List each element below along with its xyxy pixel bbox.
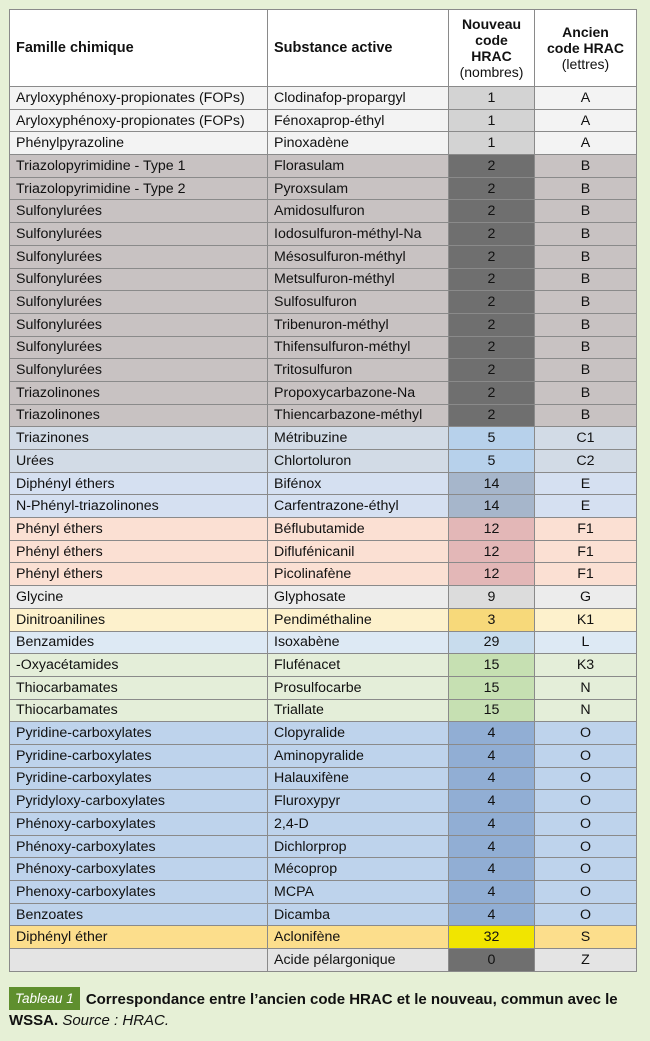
cell-famille: Triazinones [10,427,268,450]
cell-famille: Sulfonylurées [10,291,268,314]
table-row [10,177,637,200]
cell-substance: Flufénacet [268,654,449,677]
cell-old-code: G [535,586,637,609]
header-new-code-line: HRAC [471,48,512,64]
cell-substance: Propoxycarbazone-Na [268,381,449,404]
cell-old-code: N [535,676,637,699]
cell-old-code: A [535,87,637,110]
cell-substance: Isoxabène [268,631,449,654]
cell-famille: Phényl éthers [10,540,268,563]
header-old-code-line: code HRAC [546,40,624,56]
cell-famille [10,949,268,972]
cell-old-code: L [535,631,637,654]
cell-old-code: B [535,336,637,359]
cell-old-code: O [535,722,637,745]
cell-old-code: Z [535,949,637,972]
cell-famille: Phenoxy-carboxylates [10,881,268,904]
cell-old-code: B [535,200,637,223]
cell-substance: Mécoprop [268,858,449,881]
table-row [10,631,637,654]
cell-new-code: 2 [449,177,535,200]
table-row [10,450,637,473]
cell-new-code: 12 [449,540,535,563]
table-caption [9,987,629,1031]
cell-old-code: O [535,813,637,836]
cell-famille: Aryloxyphénoxy-propionates (FOPs) [10,109,268,132]
cell-new-code: 5 [449,450,535,473]
cell-new-code: 15 [449,676,535,699]
cell-substance: Aclonifène [268,926,449,949]
table-row [10,540,637,563]
cell-substance: Mésosulfuron-méthyl [268,245,449,268]
cell-substance: Halauxifène [268,767,449,790]
cell-old-code: B [535,155,637,178]
header-famille: Famille chimique [10,10,268,87]
header-substance: Substance active [268,10,449,87]
cell-famille: Diphényl éthers [10,472,268,495]
cell-substance: Tritosulfuron [268,359,449,382]
cell-famille: Sulfonylurées [10,245,268,268]
cell-substance: 2,4-D [268,813,449,836]
cell-new-code: 32 [449,926,535,949]
cell-new-code: 2 [449,200,535,223]
table-row [10,245,637,268]
hrac-table-container [9,9,636,972]
table-row [10,359,637,382]
cell-famille: Glycine [10,586,268,609]
cell-substance: Tribenuron-méthyl [268,313,449,336]
table-row [10,813,637,836]
caption-title: Correspondance entre l’ancien code HRAC et le nouveau, commun avec le WSSA. [9,991,618,1029]
cell-famille: Sulfonylurées [10,200,268,223]
caption-source: Source : HRAC. [58,1012,170,1029]
cell-new-code: 4 [449,722,535,745]
caption-badge: Tableau 1 [9,987,80,1010]
cell-substance: Fénoxaprop-éthyl [268,109,449,132]
cell-famille: Pyridyloxy-carboxylates [10,790,268,813]
cell-substance: Acide pélargonique [268,949,449,972]
table-body [10,87,637,972]
table-row [10,586,637,609]
cell-old-code: O [535,881,637,904]
table-row [10,722,637,745]
cell-substance: Dichlorprop [268,835,449,858]
cell-old-code: O [535,790,637,813]
header-old-code-line: Ancien [562,24,609,40]
cell-old-code: S [535,926,637,949]
cell-new-code: 2 [449,223,535,246]
cell-substance: Chlortoluron [268,450,449,473]
cell-substance: Prosulfocarbe [268,676,449,699]
header-new-code-line: code [475,32,508,48]
cell-new-code: 29 [449,631,535,654]
cell-old-code: B [535,313,637,336]
table-row [10,223,637,246]
cell-famille: Triazolopyrimidine - Type 1 [10,155,268,178]
table-row [10,155,637,178]
cell-famille: Triazolinones [10,381,268,404]
cell-famille: Benzamides [10,631,268,654]
cell-new-code: 5 [449,427,535,450]
cell-substance: Pendiméthaline [268,608,449,631]
table-row [10,336,637,359]
cell-famille: Sulfonylurées [10,313,268,336]
table-row [10,109,637,132]
cell-old-code: B [535,359,637,382]
cell-new-code: 15 [449,654,535,677]
cell-famille: Phényl éthers [10,518,268,541]
cell-famille: Phénoxy-carboxylates [10,858,268,881]
cell-old-code: B [535,268,637,291]
cell-old-code: B [535,223,637,246]
cell-old-code: O [535,903,637,926]
cell-old-code: O [535,858,637,881]
table-row [10,835,637,858]
table-row [10,495,637,518]
cell-old-code: B [535,245,637,268]
cell-substance: Béflubutamide [268,518,449,541]
table-row [10,858,637,881]
table-row [10,404,637,427]
cell-new-code: 4 [449,903,535,926]
cell-substance: Carfentrazone-éthyl [268,495,449,518]
cell-old-code: F1 [535,540,637,563]
cell-substance: Florasulam [268,155,449,178]
cell-substance: Glyphosate [268,586,449,609]
table-row [10,949,637,972]
cell-famille: Pyridine-carboxylates [10,767,268,790]
cell-old-code: B [535,291,637,314]
cell-substance: Iodosulfuron-méthyl-Na [268,223,449,246]
cell-substance: Bifénox [268,472,449,495]
cell-substance: Fluroxypyr [268,790,449,813]
table-row [10,518,637,541]
table-row [10,608,637,631]
cell-new-code: 12 [449,518,535,541]
cell-famille: Phényl éthers [10,563,268,586]
cell-new-code: 9 [449,586,535,609]
cell-old-code: K1 [535,608,637,631]
table-row [10,676,637,699]
cell-famille: Sulfonylurées [10,268,268,291]
cell-old-code: C2 [535,450,637,473]
cell-famille: Urées [10,450,268,473]
table-row [10,87,637,110]
cell-famille: Benzoates [10,903,268,926]
cell-old-code: B [535,404,637,427]
cell-new-code: 4 [449,790,535,813]
cell-famille: Sulfonylurées [10,223,268,246]
cell-new-code: 1 [449,109,535,132]
table-row [10,881,637,904]
cell-new-code: 2 [449,404,535,427]
cell-new-code: 0 [449,949,535,972]
cell-new-code: 4 [449,813,535,836]
cell-new-code: 3 [449,608,535,631]
cell-new-code: 2 [449,313,535,336]
cell-famille: Diphényl éther [10,926,268,949]
header-new-code [449,10,535,87]
hrac-table [9,9,637,972]
cell-famille: Thiocarbamates [10,699,268,722]
table-row [10,291,637,314]
cell-famille: Aryloxyphénoxy-propionates (FOPs) [10,87,268,110]
table-row [10,268,637,291]
cell-old-code: E [535,495,637,518]
cell-new-code: 2 [449,359,535,382]
cell-famille: Thiocarbamates [10,676,268,699]
cell-famille: Triazolinones [10,404,268,427]
cell-famille: Pyridine-carboxylates [10,744,268,767]
cell-famille: -Oxyacétamides [10,654,268,677]
cell-old-code: O [535,767,637,790]
cell-new-code: 1 [449,132,535,155]
cell-famille: N-Phényl-triazolinones [10,495,268,518]
cell-old-code: O [535,835,637,858]
cell-substance: Clopyralide [268,722,449,745]
cell-substance: Pyroxsulam [268,177,449,200]
cell-famille: Phénoxy-carboxylates [10,835,268,858]
cell-substance: Aminopyralide [268,744,449,767]
table-row [10,563,637,586]
cell-old-code: A [535,132,637,155]
cell-new-code: 4 [449,858,535,881]
cell-old-code: F1 [535,563,637,586]
cell-new-code: 14 [449,472,535,495]
cell-substance: Picolinafène [268,563,449,586]
cell-new-code: 2 [449,155,535,178]
table-row [10,313,637,336]
cell-famille: Phénoxy-carboxylates [10,813,268,836]
cell-famille: Dinitroanilines [10,608,268,631]
cell-new-code: 2 [449,291,535,314]
table-row [10,790,637,813]
cell-new-code: 2 [449,381,535,404]
cell-famille: Sulfonylurées [10,336,268,359]
table-row [10,427,637,450]
cell-substance: Pinoxadène [268,132,449,155]
table-row [10,132,637,155]
cell-old-code: O [535,744,637,767]
cell-famille: Sulfonylurées [10,359,268,382]
table-row [10,654,637,677]
table-row [10,699,637,722]
cell-substance: Métribuzine [268,427,449,450]
cell-old-code: B [535,177,637,200]
cell-new-code: 2 [449,336,535,359]
cell-substance: Dicamba [268,903,449,926]
table-row [10,926,637,949]
cell-substance: Clodinafop-propargyl [268,87,449,110]
cell-substance: Diflufénicanil [268,540,449,563]
cell-substance: Sulfosulfuron [268,291,449,314]
cell-new-code: 4 [449,835,535,858]
cell-old-code: E [535,472,637,495]
cell-new-code: 12 [449,563,535,586]
table-row [10,200,637,223]
cell-new-code: 2 [449,268,535,291]
cell-new-code: 4 [449,744,535,767]
cell-substance: MCPA [268,881,449,904]
cell-old-code: A [535,109,637,132]
cell-old-code: B [535,381,637,404]
cell-old-code: N [535,699,637,722]
cell-famille: Triazolopyrimidine - Type 2 [10,177,268,200]
cell-new-code: 14 [449,495,535,518]
cell-substance: Metsulfuron-méthyl [268,268,449,291]
cell-new-code: 1 [449,87,535,110]
header-old-code-sub: (lettres) [561,56,610,72]
table-row [10,903,637,926]
header-old-code [535,10,637,87]
header-new-code-line: Nouveau [461,16,522,32]
cell-new-code: 4 [449,767,535,790]
cell-new-code: 2 [449,245,535,268]
cell-old-code: C1 [535,427,637,450]
cell-substance: Thiencarbazone-méthyl [268,404,449,427]
table-row [10,744,637,767]
cell-new-code: 4 [449,881,535,904]
cell-substance: Triallate [268,699,449,722]
table-row [10,767,637,790]
cell-substance: Thifensulfuron-méthyl [268,336,449,359]
header-new-code-sub: (nombres) [459,64,524,80]
cell-substance: Amidosulfuron [268,200,449,223]
cell-famille: Phénylpyrazoline [10,132,268,155]
table-row [10,472,637,495]
cell-famille: Pyridine-carboxylates [10,722,268,745]
table-row [10,381,637,404]
cell-old-code: F1 [535,518,637,541]
cell-old-code: K3 [535,654,637,677]
table-header-row [10,10,637,87]
cell-new-code: 15 [449,699,535,722]
